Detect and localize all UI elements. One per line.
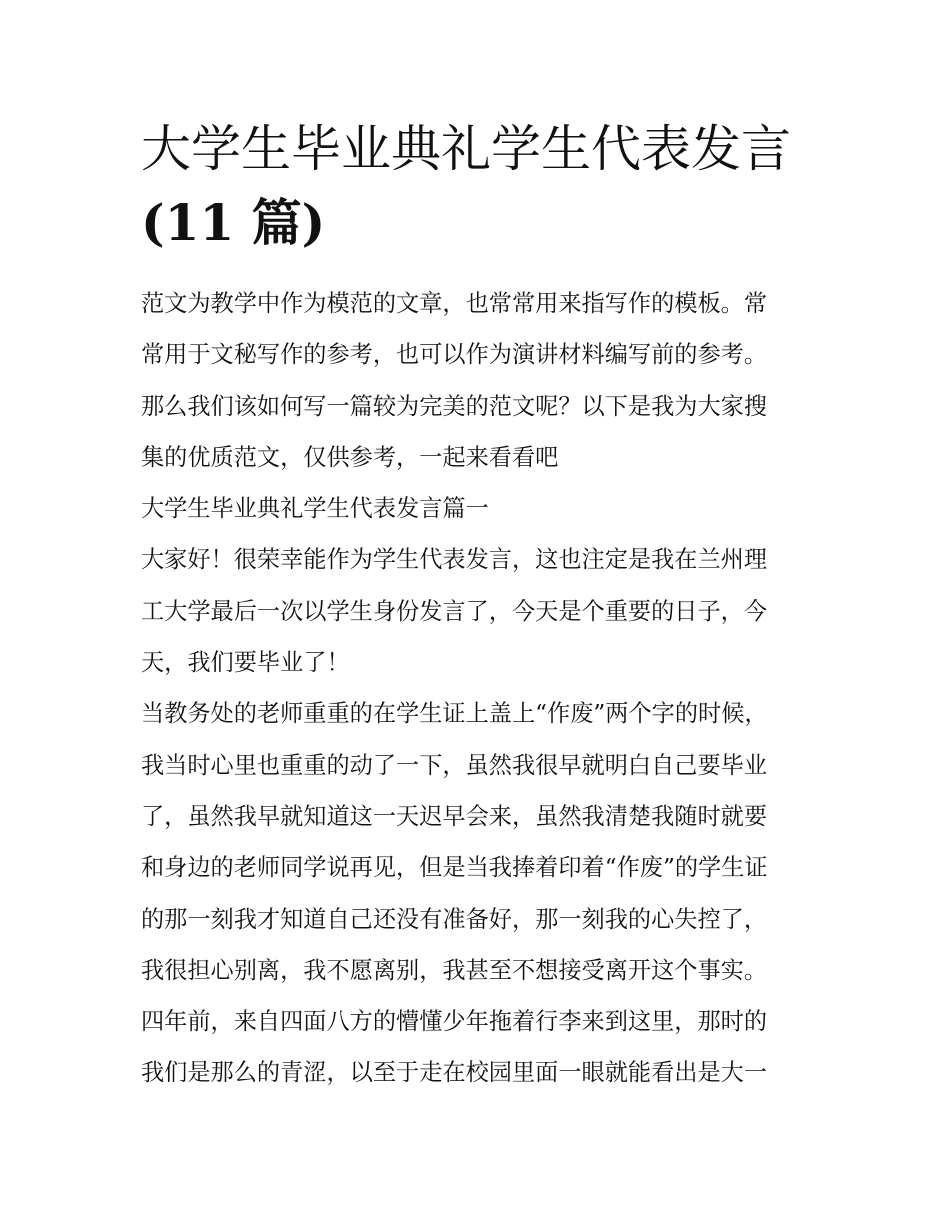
text-line: 常用于文秘写作的参考，也可以作为演讲材料编写前的参考。 [141, 341, 768, 369]
text-line: 当教务处的老师重重的在学生证上盖上“作废”两个字的时候， [141, 700, 768, 728]
document-title [141, 112, 821, 260]
text-line: 的那一刻我才知道自己还没有准备好，那一刻我的心失控了， [141, 905, 768, 933]
section-heading: 大学生毕业典礼学生代表发言篇一 [141, 495, 489, 523]
text-line: 我当时心里也重重的动了一下，虽然我很早就明白自己要毕业 [141, 751, 768, 779]
text-line: 范文为教学中作为模范的文章，也常常用来指写作的模板。常 [141, 290, 768, 317]
text-line: 和身边的老师同学说再见，但是当我捧着印着“作废”的学生证 [141, 854, 768, 882]
text-line: 大家好！很荣幸能作为学生代表发言，这也注定是我在兰州理 [141, 546, 768, 574]
document-body [141, 278, 821, 1099]
text-line: 天，我们要毕业了！ [141, 649, 350, 677]
text-line: 四年前，来自四面八方的懵懂少年拖着行李来到这里，那时的 [141, 1008, 768, 1036]
title-line-2: (11 篇) [141, 193, 326, 252]
text-line: 那么我们该如何写一篇较为完美的范文呢？以下是我为大家搜 [141, 392, 768, 420]
text-line: 工大学最后一次以学生身份发言了，今天是个重要的日子，今 [141, 597, 768, 625]
text-line: 我很担心别离，我不愿离别，我甚至不想接受离开这个事实。 [141, 956, 768, 984]
text-line: 我们是那么的青涩，以至于走在校园里面一眼就能看出是大一 [141, 1059, 768, 1087]
title-line-1: 大学生毕业典礼学生代表发言 [141, 120, 791, 178]
text-line: 了，虽然我早就知道这一天迟早会来，虽然我清楚我随时就要 [141, 802, 768, 830]
text-line: 集的优质范文，仅供参考，一起来看看吧 [141, 443, 559, 471]
